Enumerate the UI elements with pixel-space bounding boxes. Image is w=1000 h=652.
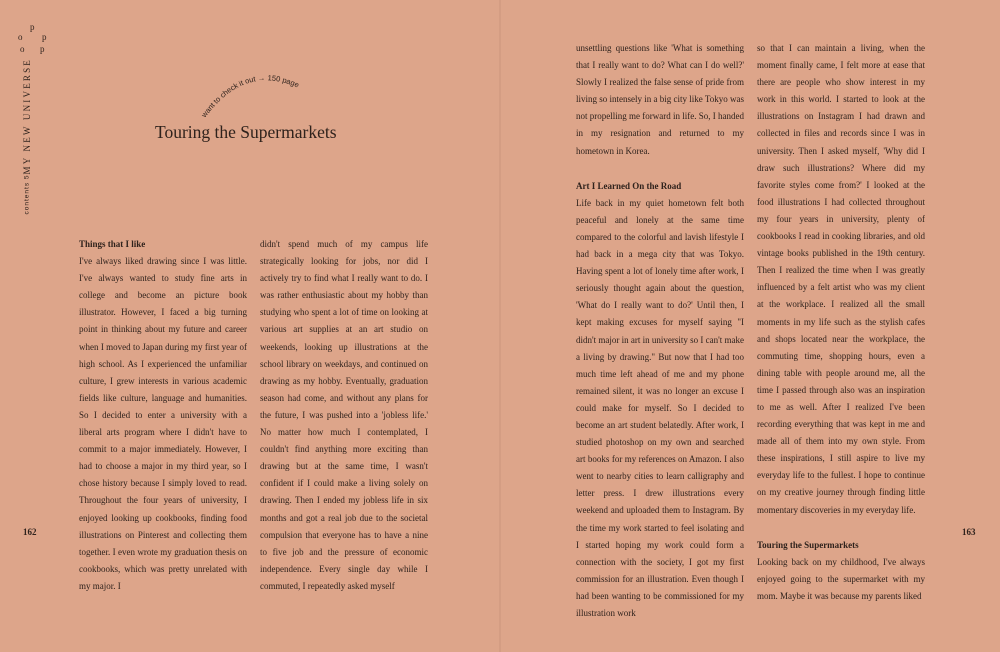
side-running-head — [22, 58, 32, 223]
arc-caption-text: want to check it out → 150 page — [199, 73, 301, 120]
text-column-4 — [757, 40, 925, 605]
section-heading: Things that I like — [79, 239, 146, 249]
body-text: unsettling questions like 'What is something that I really want to do? What can I do well?' Slowly I realized the false sense of pride from living so intensely in a big city like Tokyo was not propelling me forward in life. So, I handed in my resignation and returned to my hometown in Korea. — [576, 43, 744, 156]
section-heading: Touring the Supermarkets — [757, 539, 859, 550]
series-title: MY NEW UNIVERSE — [22, 58, 32, 175]
logo-letter: o — [20, 44, 25, 54]
page-number-left: 162 — [23, 527, 37, 537]
article-title: Touring the Supermarkets — [155, 122, 337, 142]
body-text: Looking back on my childhood, I've always enjoyed going to the supermarket with my mom. Maybe it was because my parents liked — [757, 556, 925, 601]
body-text: didn't spend much of my campus life strategically looking for jobs, nor did I actively try to find what I really want to do. I was rather enthusiastic about my hobby than studying who spent a lot of time on looking at various art supplies at an art studio on weekends, looking up illustrations at the school library on weekdays, and continued on drawing as my hobby. Eventually, graduation season had come, and without any plans for the future, I was pushed into a 'jobless life.' No matter how much I contemplated, I couldn't find anything more exciting than drawing but at the same time, I wasn't confident if I could make a living solely on drawing. Then I ended my jobless life in six months and got a real job due to the societal compulsion that everyone has to have a nine to five job and the pressure of economic independence. Every single day while I commuted, I repeatedly asked myself — [260, 239, 428, 591]
body-text: I've always liked drawing since I was little. I've always wanted to study fine arts in college and become an picture book illustrator. However, I faced a big turning point in thinking about my future and career when I moved to Japan during my first year of high school. As I experienced the unfamiliar culture, I grew interests in various academic fields like culture, language and humanities. So I decided to enter a university with a liberal arts program where I didn't have to commit to a major immediately. However, I had to choose a major in my third year, so I chose history because I simply loved to read. Throughout the four years of university, I enjoyed looking up cookbooks, finding food illustrations on Pinterest and collecting them together. I even wrote my graduation thesis on cookbooks, which was pretty unrelated with my major. I — [79, 256, 247, 591]
arc-caption — [195, 66, 325, 126]
section-heading: Art I Learned On the Road — [576, 180, 682, 191]
body-text: so that I can maintain a living, when the moment finally came, I felt more at ease that there are people who show interest in my work in this world. I started to look at the illustrations on Instagram I had drawn and collected in files and records since I was in university. Then I asked myself, 'Why did I draw such illustrations? Where did my favorite styles come from?' I looked at the food illustrations I had collected throughout my four years in university, plenty of cookbooks I read in cooking libraries, and old vintage books published in the 19th century. Then I realized the time when I was greatly influenced by a felt artist who was my client at the workplace. I realized all the small moments in my life such as the stylish cafes and shops located near the workplace, the commuting time, shopping hours, even a dining table with people around me, all the time I passed through also was an inspiration to me as well. After I realized I've been recording everything that was kept in me and made all of them into my own style. From these inspirations, I still aspire to live my everyday life to the fullest. I hope to continue on my creative journey through finding little momentary discoveries in my everyday life. — [757, 43, 925, 515]
logo-letter: p — [42, 32, 47, 42]
logo-letter: p — [40, 44, 45, 54]
logo-letter: o — [18, 32, 23, 42]
section-label: contents 5 — [23, 174, 31, 215]
text-column-3 — [576, 40, 744, 622]
text-column-2 — [260, 236, 428, 595]
text-column-1 — [79, 236, 247, 595]
body-text: Life back in my quiet hometown felt both peaceful and lonely at the same time compared to the colorful and lavish lifestyle I had back in a mega city that was Tokyo. Having spent a lot of lonely time after work, I seriously thought again about the question, 'What do I really want to do?' Until then, I kept making excuses for myself saying "I didn't major in art in university so I can't make a living by drawing." But now that I had too much time left ahead of me and my phone remained silent, it was no longer an excuse I could make for myself. So I decided to become an art student belatedly. After work, I studied photoshop on my own and searched art books for my references on Amazon. I also went to nearby cities to learn calligraphy and letter press. I drew illustrations every weekend and uploaded them to Instagram. By the time my work started to feel isolating and I started hoping my work could form a connection with the society, I got my first commission for an illustration. Even though I had been wanting to be commissioned for my illustration work — [576, 197, 744, 618]
logo-letter: p — [30, 22, 35, 32]
page-gutter — [499, 0, 501, 652]
page-number-right: 163 — [962, 527, 976, 537]
